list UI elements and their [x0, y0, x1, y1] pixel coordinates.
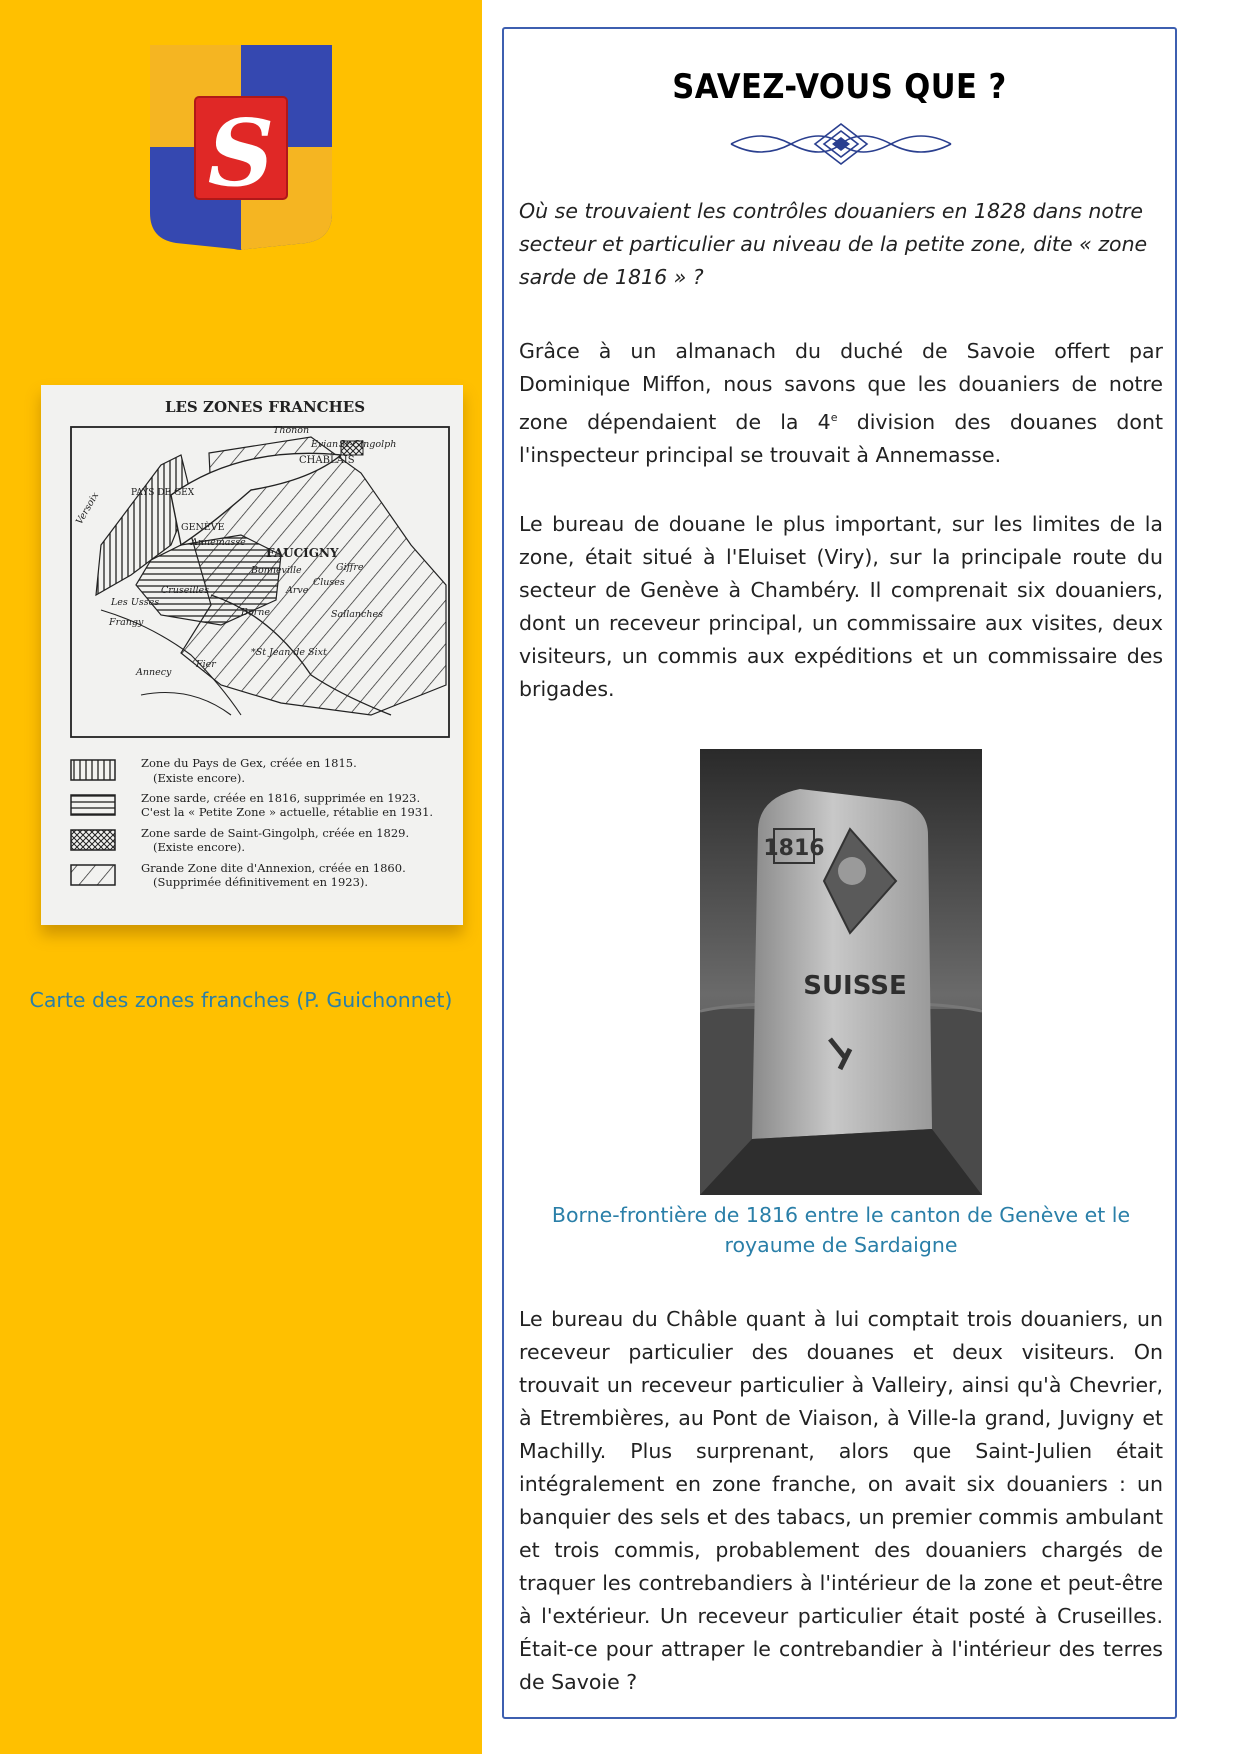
svg-text:S: S: [207, 99, 275, 207]
svg-text:Cluses: Cluses: [313, 577, 345, 588]
svg-text:GENÈVE: GENÈVE: [181, 522, 225, 533]
paragraph-2: Le bureau de douane le plus important, sur les limites de la zone, était situé à l'Eluiset (Viry), sur la principale route du secteur de Genève à Chambéry. Il comprenait six douaniers, dont un receveur principal, un commissaire aux visites, deux visiteurs, un commis aux expéditions et un commissaire des brigades.: [519, 512, 1163, 701]
zones-franches-map: [41, 385, 463, 925]
coat-of-arms-logo: [148, 43, 334, 253]
sidebar: [0, 0, 482, 1754]
svg-text:Thonon: Thonon: [273, 425, 310, 436]
svg-text:(Existe encore).: (Existe encore).: [153, 771, 246, 785]
svg-text:SUISSE: SUISSE: [803, 971, 907, 1001]
svg-text:Zone sarde, créée en 1816, sup: Zone sarde, créée en 1816, supprimée en 1923.: [141, 791, 421, 805]
svg-text:Bonneville: Bonneville: [251, 565, 302, 576]
svg-text:Cruseilles: Cruseilles: [161, 585, 210, 596]
lead-question: Où se trouvaient les contrôles douaniers en 1828 dans notre secteur et particulier au niveau de la petite zone, dite « zone sarde de 1816 » ?: [519, 199, 1148, 289]
svg-text:CHABLAIS: CHABLAIS: [299, 455, 355, 466]
svg-text:Zone sarde de Saint-Gingolph,: Zone sarde de Saint-Gingolph, créée en 1829.: [141, 826, 410, 840]
svg-text:Annecy: Annecy: [136, 667, 172, 678]
svg-text:Arve: Arve: [286, 585, 309, 596]
svg-text:1816: 1816: [763, 836, 825, 861]
photo-caption: Borne-frontière de 1816 entre le canton de Genève et le royaume de Sardaigne: [551, 1203, 1131, 1257]
svg-text:St-Gingolph: St-Gingolph: [339, 439, 397, 450]
svg-text:(Supprimée définitivement en 1: (Supprimée définitivement en 1923).: [153, 875, 369, 889]
paragraph-1: Grâce à un almanach du duché de Savoie offert par Dominique Miffon, nous savons que les douaniers de notre zone dépendaient de la 4e division des douanes dont l'inspecteur principal se trouvait à Annemasse.: [519, 339, 1163, 467]
svg-text:Evian: Evian: [311, 439, 339, 450]
decorative-divider-icon: [721, 118, 961, 170]
svg-text:PAYS DE GEX: PAYS DE GEX: [131, 488, 195, 498]
map-title: LES ZONES FRANCHES: [164, 398, 366, 416]
paragraph-3: Le bureau du Châble quant à lui comptait trois douaniers, un receveur particulier des douanes et deux visiteurs. On trouvait un receveur particulier à Valleiry, ainsi qu'à Chevrier, à Etrembières, au Pont de Viaison, à Ville-la grand, Juvigny et Machilly. Plus surprenant, alors que Saint-Julien était intégralement en zone franche, on avait six douaniers : un banquier des sels et des tabacs, un premier commis ambulant et trois commis, probablement des douaniers chargés de traquer les contrebandiers à l'intérieur de la zone et peut-être à l'extérieur. Un receveur particulier était posté à Cruseilles. Était-ce pour attraper le contrebandier à l'intérieur des terres de Savoie ?: [519, 1307, 1163, 1694]
svg-text:FAUCIGNY: FAUCIGNY: [266, 546, 339, 560]
svg-text:Zone du Pays de Gex, créée en: Zone du Pays de Gex, créée en 1815.: [141, 756, 357, 770]
svg-text:Frangy: Frangy: [109, 617, 144, 628]
svg-text:(Existe encore).: (Existe encore).: [153, 840, 246, 854]
svg-text:Borne: Borne: [241, 607, 270, 618]
svg-text:Sallanches: Sallanches: [331, 609, 383, 620]
svg-text:Annemasse: Annemasse: [191, 537, 246, 548]
svg-text:Grande Zone dite d'Annexion, c: Grande Zone dite d'Annexion, créée en 1860.: [141, 861, 406, 875]
svg-text:Les Usses: Les Usses: [111, 597, 160, 608]
map-caption: Carte des zones franches (P. Guichonnet): [29, 988, 453, 1012]
page-title: SAVEZ-VOUS QUE ?: [672, 67, 1007, 107]
svg-text:Fier: Fier: [196, 659, 216, 670]
svg-text:Versoix: Versoix: [74, 490, 102, 527]
svg-text:Giffre: Giffre: [336, 562, 364, 573]
border-stone-photo: [700, 749, 982, 1195]
svg-text:*St Jean de Sixt: *St Jean de Sixt: [251, 647, 327, 658]
map-legend: [71, 756, 433, 889]
svg-text:C'est la « Petite Zone » actue: C'est la « Petite Zone » actuelle, rétablie en 1931.: [141, 805, 434, 819]
